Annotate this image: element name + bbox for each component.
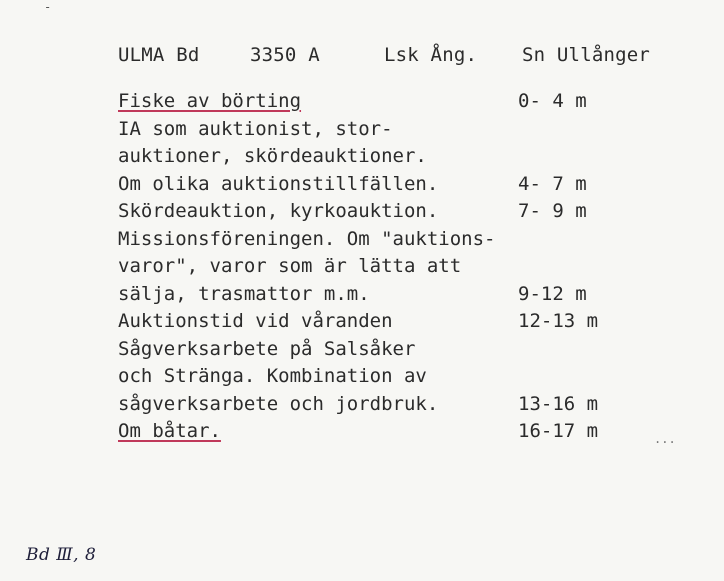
- entry-text: Om båtar.: [118, 420, 221, 442]
- entry-text: Skördeauktion, kyrkoauktion.: [118, 200, 439, 222]
- handwritten-note: Bd Ⅲ, 8: [26, 545, 97, 565]
- entry-line: [118, 391, 638, 419]
- entry-line: [118, 226, 638, 254]
- entry-text: sälja, trasmattor m.m.: [118, 282, 370, 305]
- entry-text: varor", varor som är lätta att: [118, 255, 462, 277]
- entry-time: 4- 7 m: [518, 172, 587, 195]
- entry-time: 9-12 m: [518, 282, 587, 305]
- entry-text: IA som auktionist, stor-: [118, 117, 393, 140]
- entry-text: Fiske av börting: [118, 90, 302, 112]
- entry-line: [118, 336, 638, 364]
- entry-line: [118, 281, 638, 309]
- entry-time: 7- 9 m: [518, 200, 587, 222]
- entry-line: [118, 88, 638, 116]
- entry-line: [118, 363, 638, 391]
- entry-text: Sågverksarbete på Salsåker: [118, 337, 416, 360]
- archive-label: ULMA Bd: [118, 44, 200, 66]
- entry-line: [118, 308, 638, 336]
- entry-line: [118, 171, 638, 199]
- card-header: [118, 44, 698, 74]
- entry-time: 0- 4 m: [518, 90, 587, 112]
- entry-line: [118, 418, 638, 446]
- entry-time: 13-16 m: [518, 392, 599, 415]
- entry-text: Missionsföreningen. Om "auktions-: [118, 227, 496, 250]
- entry-line: [118, 116, 638, 144]
- entry-line: [118, 253, 638, 281]
- entry-text: Om olika auktionstillfällen.: [118, 172, 439, 195]
- entry-text: auktioner, skördeauktioner.: [118, 145, 427, 167]
- top-edge-mark: -: [44, 0, 52, 14]
- entry-text: sågverksarbete och jordbruk.: [118, 392, 439, 415]
- entry-text: och Stränga. Kombination av: [118, 365, 427, 387]
- stray-pencil-mark: ...: [654, 432, 676, 446]
- entry-line: [118, 198, 638, 226]
- entry-time: 16-17 m: [518, 420, 599, 442]
- entry-time: 12-13 m: [518, 310, 599, 332]
- region-label: Lsk Ång.: [384, 44, 478, 66]
- entry-line: [118, 143, 638, 171]
- entry-text: Auktionstid vid våranden: [118, 310, 393, 332]
- record-number: 3350 A: [250, 44, 320, 66]
- parish-label: Sn Ullånger: [522, 44, 651, 66]
- entry-list: [118, 88, 638, 446]
